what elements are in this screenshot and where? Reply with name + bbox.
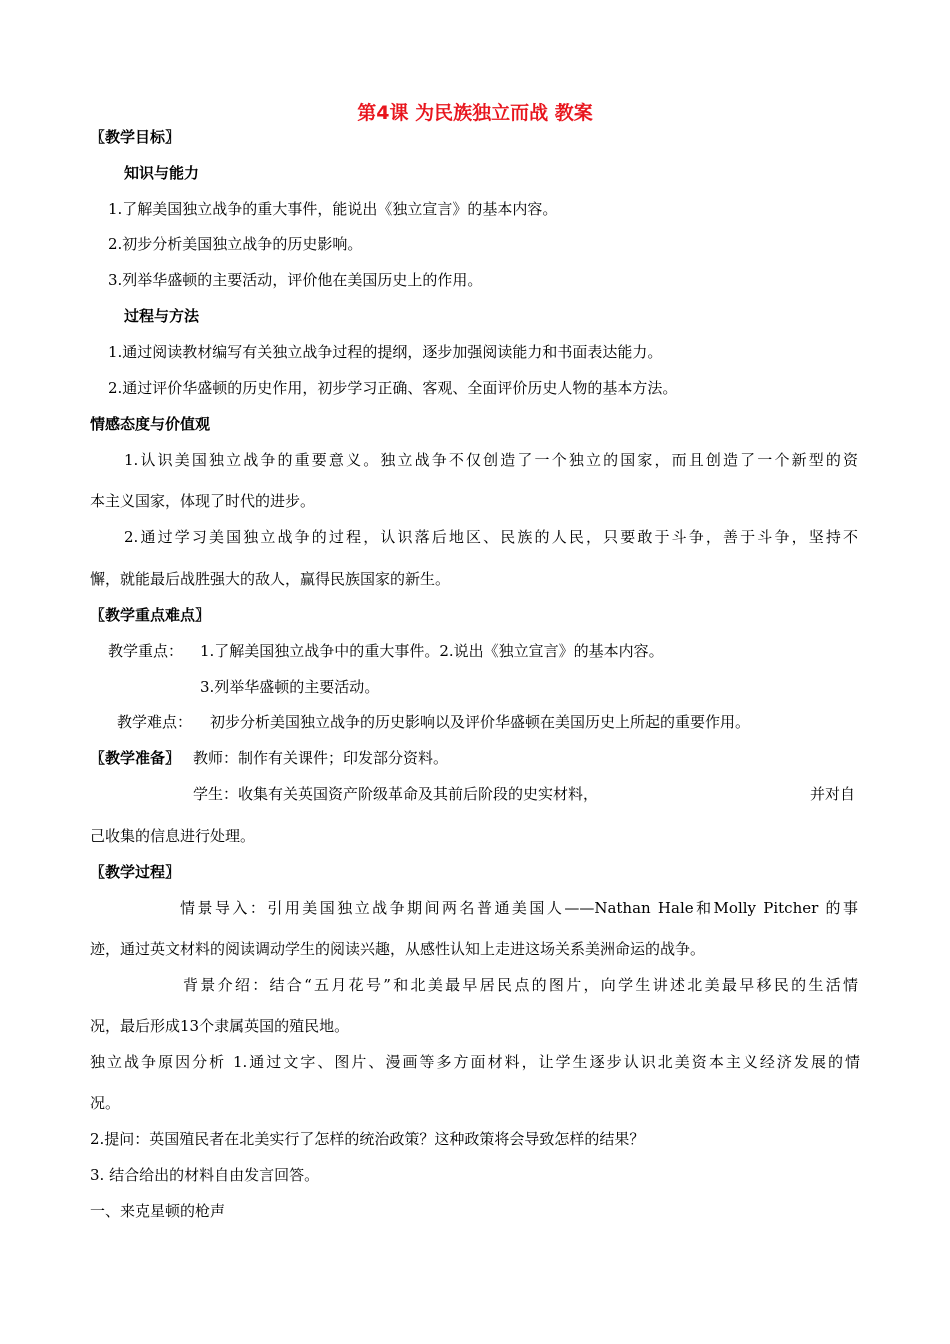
diff-text: 初步分析美国独立战争的历史影响以及评价华盛顿在美国历史上所起的重要作用。 [210, 713, 751, 731]
knowledge-item-1: 1.了解美国独立战争的重大事件，能说出《独立宣言》的基本内容。 [108, 200, 558, 218]
question-3: 3. 结合给出的材料自由发言回答。 [90, 1166, 320, 1184]
knowledge-item-2: 2.初步分析美国独立战争的历史影响。 [108, 235, 363, 253]
page-title: 第4课 为民族独立而战 教案 [357, 102, 593, 124]
intro-line2: 迹，通过英文材料的阅读调动学生的阅读兴趣，从感性认知上走进这场关系美洲命运的战争。 [90, 940, 706, 958]
key-label: 教学重点： [108, 642, 184, 660]
process-section-heading: 〖教学过程〗 [90, 863, 181, 881]
section-1-heading: 一、来克星顿的枪声 [90, 1202, 226, 1220]
emotion-heading: 情感态度与价值观 [90, 415, 211, 433]
prep-student-line1-tail: 并对自 [810, 785, 856, 803]
prep-student-line2: 己收集的信息进行处理。 [90, 827, 256, 845]
key-line2: 3.列举华盛顿的主要活动。 [200, 678, 380, 696]
knowledge-heading: 知识与能力 [124, 164, 200, 182]
keypoints-heading: 〖教学重点难点〗 [90, 606, 211, 624]
key-line1: 1.了解美国独立战争中的重大事件。2.说出《独立宣言》的基本内容。 [200, 642, 664, 660]
prep-student-line1: 学生：收集有关英国资产阶级革命及其前后阶段的史实材料， [193, 785, 599, 803]
intro-line1: 情景导入：引用美国独立战争期间两名普通美国人——Nathan Hale和Molly Pitcher 的事 [180, 899, 858, 917]
emotion-p1-line1: 1.认识美国独立战争的重要意义。独立战争不仅创造了一个独立的国家，而且创造了一个新型的资 [124, 451, 858, 469]
knowledge-item-3: 3.列举华盛顿的主要活动，评价他在美国历史上的作用。 [108, 271, 483, 289]
goals-heading: 〖教学目标〗 [90, 128, 181, 146]
emotion-p2-line1: 2.通过学习美国独立战争的过程，认识落后地区、民族的人民，只要敢于斗争，善于斗争，坚持不 [124, 528, 858, 546]
emotion-p1-line2: 本主义国家，体现了时代的进步。 [90, 492, 316, 510]
process-item-2: 2.通过评价华盛顿的历史作用，初步学习正确、客观、全面评价历史人物的基本方法。 [108, 379, 678, 397]
emotion-p2-line2: 懈，就能最后战胜强大的敌人，赢得民族国家的新生。 [90, 570, 451, 588]
bg-line1: 背景介绍：结合“五月花号”和北美最早居民点的图片，向学生讲述北美最早移民的生活情 [183, 976, 858, 994]
process-heading: 过程与方法 [124, 307, 200, 325]
cause-line1: 独立战争原因分析 1.通过文字、图片、漫画等多方面材料，让学生逐步认识北美资本主义经济发展的情 [90, 1053, 860, 1071]
bg-line2: 况，最后形成13个隶属英国的殖民地。 [90, 1017, 350, 1035]
prep-heading: 〖教学准备〗 [90, 749, 181, 767]
question-2: 2.提问：英国殖民者在北美实行了怎样的统治政策？这种政策将会导致怎样的结果？ [90, 1130, 645, 1148]
diff-label: 教学难点： [117, 713, 193, 731]
process-item-1: 1.通过阅读教材编写有关独立战争过程的提纲，逐步加强阅读能力和书面表达能力。 [108, 343, 663, 361]
cause-line2: 况。 [90, 1094, 121, 1112]
prep-teacher: 教师：制作有关课件；印发部分资料。 [193, 749, 449, 767]
